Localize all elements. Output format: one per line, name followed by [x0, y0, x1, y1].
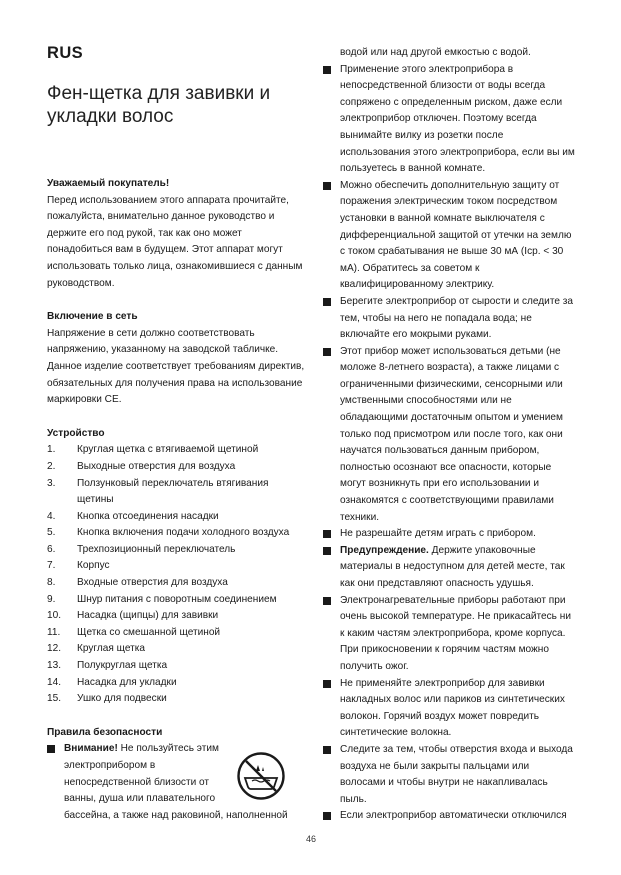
item-text: Электронагревательные приборы работают при очень высокой температуре. Не прикасайтесь ни к каким частям электроприбора, кроме корпуса. При прикосновении к горячим частям можно получить ожог.: [340, 594, 571, 672]
item-number: 4.: [47, 510, 56, 522]
item-text: Этот прибор может использоваться детьми (не моложе 8-летнего возраста), а также лицами с ограниченными физическими, сенсорными или умственными способностями или не обладающими достаточным опытом и умением только под присмотром или после того, как они научатся пользоваться данным прибором, полностью осознают все опасности, которые могут возникнуть при его использовании и ознакомятся с соответствующими правилами техники.: [340, 345, 563, 523]
item-text: Входные отверстия для воздуха: [77, 577, 228, 589]
list-item: [47, 625, 307, 642]
page-title: Фен-щетка для завивки и укладки волос: [47, 83, 271, 127]
item-text: Применение этого электроприбора в непосредственной близости от воды всегда сопряжено с определенным риском, даже если электроприбор отключен. Поэтому всегда вынимайте вилку из розетки после использования этого электроприбора, если вы им пользуетесь в ванной комнате.: [340, 63, 575, 175]
power-text: Напряжение в сети должно соответствовать напряжению, указанному на заводской табличке. Данное изделие соответствует требованиям директив, обязательных для получения права на использование маркировки CE.: [47, 327, 305, 406]
safety-heading: Правила безопасности: [47, 726, 163, 738]
item-text: Не разрешайте детям играть с прибором.: [340, 528, 536, 540]
list-item: [47, 542, 307, 559]
bullet-square-icon: [323, 547, 331, 555]
list-item: [47, 476, 307, 509]
item-number: 11.: [47, 626, 61, 638]
warning-text-narrow: [64, 741, 224, 807]
item-text: Ползунковый переключатель втягивания щетины: [77, 477, 269, 506]
warning-text-wide: бассейна, а также над раковиной, наполненной: [64, 809, 288, 821]
item-text: Держите упаковочные материалы в недоступном для детей месте, так как они представляют опасность удушья.: [340, 544, 565, 589]
list-item: [47, 509, 307, 526]
item-number: 2.: [47, 460, 56, 472]
list-item: [323, 543, 575, 593]
right-column: [323, 45, 575, 825]
warning-text: Не пользуйтесь этим электроприбором в непосредственной близости от ванны, душа или плавательного: [64, 743, 219, 805]
item-text: Выходные отверстия для воздуха: [77, 460, 236, 472]
list-item: [47, 592, 307, 609]
safety-first-list: [47, 741, 307, 824]
list-item: [47, 741, 307, 824]
list-item: [47, 459, 307, 476]
item-number: 14.: [47, 676, 62, 688]
item-text: Трехпозиционный переключатель: [77, 543, 236, 555]
item-text: Полукруглая щетка: [77, 660, 168, 672]
list-item: [323, 178, 575, 294]
no-bath-water-icon: [236, 751, 286, 801]
bullet-square-icon: [323, 812, 331, 820]
power-heading: Включение в сеть: [47, 311, 138, 323]
list-item: [323, 294, 575, 344]
bullet-square-icon: [323, 298, 331, 306]
item-number: 5.: [47, 527, 56, 539]
list-item: [323, 344, 575, 527]
bullet-square-icon: [323, 597, 331, 605]
item-text: Насадка (щипцы) для завивки: [77, 610, 219, 622]
list-item: [47, 691, 307, 708]
list-item: [323, 62, 575, 178]
safety-section: [47, 725, 307, 825]
item-number: 7.: [47, 560, 56, 572]
item-text: Насадка для укладки: [77, 676, 177, 688]
list-item: [47, 641, 307, 658]
item-number: 3.: [47, 477, 56, 489]
list-item: [47, 675, 307, 692]
item-number: 12.: [47, 643, 62, 655]
item-text: Круглая щетка: [77, 643, 146, 655]
device-heading: Устройство: [47, 427, 105, 439]
list-item: [47, 575, 307, 592]
intro-heading: Уважаемый покупатель!: [47, 178, 170, 189]
item-text: Кнопка включения подачи холодного воздуха: [77, 527, 290, 539]
item-text: Следите за тем, чтобы отверстия входа и выхода воздуха не были закрыты пальцами или волосами и чтобы внутри не накапливалась пыль.: [340, 743, 573, 805]
item-text: Можно обеспечить дополнительную защиту от поражения электрическим током посредством установки в ванной комнате выключателя с дифференциальной защитой от утечки на землю с током срабатывания не выше 30 мА (Icp. < 30 мА). Обратитесь за советом к квалифицированному электрику.: [340, 179, 572, 291]
bullet-square-icon: [47, 745, 55, 753]
safety-continuation: водой или над другой емкостью с водой.: [340, 47, 531, 58]
item-number: 6.: [47, 543, 56, 555]
list-item: [323, 593, 575, 676]
bullet-square-icon: [323, 680, 331, 688]
item-number: 15.: [47, 693, 62, 705]
item-bold-label: Предупреждение.: [340, 544, 429, 556]
bullet-square-icon: [323, 348, 331, 356]
list-item: [47, 525, 307, 542]
item-text: Круглая щетка с втягиваемой щетиной: [77, 444, 259, 456]
page-number: 46: [305, 834, 316, 844]
item-text: Корпус: [77, 560, 110, 572]
safety-list: [323, 62, 575, 825]
item-text: Не применяйте электроприбор для завивки накладных волос или париков из синтетических волокон. Горячий воздух может повредить синтетические волокна.: [340, 677, 565, 739]
left-column: [47, 176, 307, 824]
intro-text: Перед использованием этого аппарата прочитайте, пожалуйста, внимательно данное руководство и держите его под рукой, так как оно может понадобиться вам в будущем. Этот аппарат могут использовать только лица, ознакомившиеся с данным руководством.: [47, 194, 303, 289]
device-section: [47, 426, 307, 708]
bullet-square-icon: [323, 530, 331, 538]
list-item: [47, 658, 307, 675]
language-code: RUS: [47, 44, 84, 62]
list-item: [47, 558, 307, 575]
item-text: Шнур питания с поворотным соединением: [77, 593, 277, 605]
item-number: 8.: [47, 577, 56, 589]
bullet-square-icon: [323, 182, 331, 190]
list-item: [47, 608, 307, 625]
item-text: Берегите электроприбор от сырости и следите за тем, чтобы на него не попадала вода; не включайте его мокрыми руками.: [340, 295, 573, 341]
item-text: Щетка со смешанной щетиной: [77, 626, 221, 638]
item-text: Кнопка отсоединения насадки: [77, 510, 219, 522]
list-item: [47, 442, 307, 459]
item-text: Ушко для подвески: [77, 693, 167, 705]
item-number: 1.: [47, 444, 56, 456]
item-number: 10.: [47, 610, 62, 622]
intro-section: [47, 176, 307, 292]
item-text: Если электроприбор автоматически отключился: [340, 810, 567, 822]
bullet-square-icon: [323, 746, 331, 754]
power-section: [47, 309, 307, 409]
bullet-square-icon: [323, 66, 331, 74]
list-item: [323, 808, 575, 825]
item-number: 13.: [47, 660, 62, 672]
list-item: [323, 676, 575, 742]
list-item: [323, 742, 575, 808]
warning-label: Внимание!: [64, 743, 118, 755]
list-item: [323, 526, 575, 543]
item-number: 9.: [47, 593, 56, 605]
device-parts-list: [47, 442, 307, 708]
